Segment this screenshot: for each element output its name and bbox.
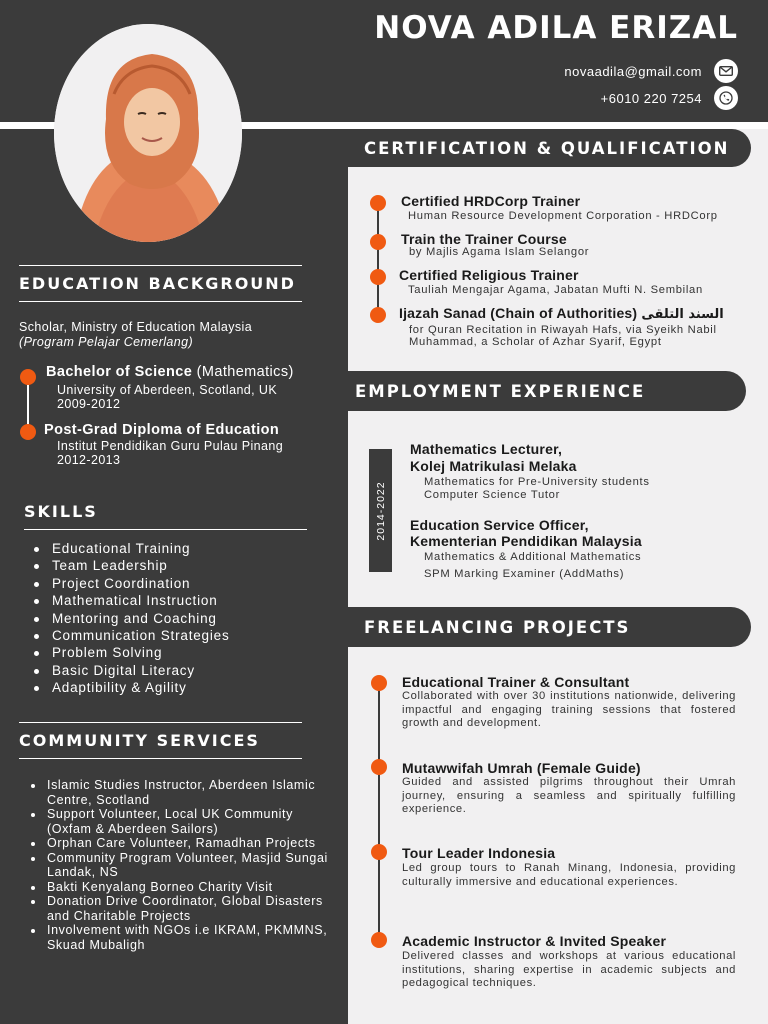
profile-photo bbox=[54, 24, 242, 242]
community-item: Donation Drive Coordinator, Global Disasters and Charitable Projects bbox=[30, 894, 330, 923]
project4-title: Academic Instructor & Invited Speaker bbox=[402, 933, 667, 949]
phone-contact[interactable] bbox=[601, 86, 738, 110]
skills-list bbox=[34, 540, 230, 697]
job1-title-1: Mathematics Lecturer, bbox=[410, 441, 563, 457]
project1-desc: Collaborated with over 30 institutions nationwide, delivering impactful and engaging training sessions that fostered growth and development. bbox=[402, 690, 736, 730]
skill-item: Mentoring and Coaching bbox=[34, 610, 230, 627]
degree1-title: Bachelor of Science bbox=[46, 364, 193, 380]
cert2-sub: by Majlis Agama Islam Selangor bbox=[409, 246, 590, 258]
community-heading: COMMUNITY SERVICES bbox=[19, 722, 302, 759]
cert1-sub: Human Resource Development Corporation - HRDCorp bbox=[408, 210, 718, 222]
skill-item: Basic Digital Literacy bbox=[34, 662, 230, 679]
job2-title-1: Education Service Officer, bbox=[410, 517, 589, 533]
community-item: Bakti Kenyalang Borneo Charity Visit bbox=[30, 880, 330, 895]
degree1-field: (Mathematics) bbox=[196, 364, 294, 380]
timeline-dot bbox=[370, 269, 386, 285]
timeline-dot bbox=[20, 424, 36, 440]
timeline-dot bbox=[370, 234, 386, 250]
timeline-dot bbox=[371, 844, 387, 860]
timeline-dot bbox=[371, 932, 387, 948]
project4-desc: Delivered classes and workshops at various educational institutions, sharing expertise in academic subjects and pedagogical techniques. bbox=[402, 950, 736, 990]
community-list bbox=[30, 778, 330, 952]
certification-timeline-line bbox=[377, 205, 379, 316]
job1-desc-1: Mathematics for Pre-University students bbox=[424, 476, 650, 488]
community-item: Community Program Volunteer, Masjid Sungai Landak, NS bbox=[30, 851, 330, 880]
community-item: Support Volunteer, Local UK Community (Oxfam & Aberdeen Sailors) bbox=[30, 807, 330, 836]
degree2-title: Post-Grad Diploma of Education bbox=[44, 422, 280, 438]
community-item: Islamic Studies Instructor, Aberdeen Islamic Centre, Scotland bbox=[30, 778, 330, 807]
job2-title-2: Kementerian Pendidikan Malaysia bbox=[410, 533, 642, 549]
job1-desc-2: Computer Science Tutor bbox=[424, 489, 561, 501]
email-contact[interactable] bbox=[564, 59, 738, 83]
cert3-sub: Tauliah Mengajar Agama, Jabatan Mufti N. Sembilan bbox=[408, 284, 703, 296]
cert3-title: Certified Religious Trainer bbox=[399, 267, 579, 283]
community-item: Orphan Care Volunteer, Ramadhan Projects bbox=[30, 836, 330, 851]
timeline-dot bbox=[371, 675, 387, 691]
timeline-dot bbox=[370, 195, 386, 211]
freelancing-heading: FREELANCING PROJECTS bbox=[348, 607, 751, 647]
education-heading: EDUCATION BACKGROUND bbox=[19, 265, 302, 302]
scholar-program: (Program Pelajar Cemerlang) bbox=[19, 335, 194, 349]
skill-item: Problem Solving bbox=[34, 644, 230, 661]
project2-desc: Guided and assisted pilgrims throughout their Umrah journey, ensuring a seamless and spiritually fulfilling experience. bbox=[402, 776, 736, 816]
certification-heading: CERTIFICATION & QUALIFICATION bbox=[348, 129, 751, 167]
envelope-icon bbox=[714, 59, 738, 83]
cert2-title: Train the Trainer Course bbox=[401, 231, 567, 247]
degree1-years: 2009-2012 bbox=[57, 397, 121, 411]
skill-item: Adaptibility & Agility bbox=[34, 679, 230, 696]
cert4-title-text: Ijazah Sanad (Chain of Authorities) bbox=[399, 305, 638, 321]
freelancing-timeline-line bbox=[378, 685, 380, 940]
skill-item: Communication Strategies bbox=[34, 627, 230, 644]
skill-item: Project Coordination bbox=[34, 575, 230, 592]
cert4-sub2: Muhammad, a Scholar of Azhar Syarif, Egypt bbox=[409, 336, 662, 348]
degree1-heading bbox=[46, 363, 294, 381]
community-item: Involvement with NGOs i.e IKRAM, PKMMNS, Skuad Mubaligh bbox=[30, 923, 330, 952]
degree2-years: 2012-2013 bbox=[57, 453, 121, 467]
job2-desc-1: Mathematics & Additional Mathematics bbox=[424, 551, 642, 563]
candidate-name: NOVA ADILA ERIZAL bbox=[374, 10, 738, 46]
project2-title: Mutawwifah Umrah (Female Guide) bbox=[402, 760, 641, 776]
cert4-sub1: for Quran Recitation in Riwayah Hafs, via Syeikh Nabil bbox=[409, 324, 717, 336]
skill-item: Team Leadership bbox=[34, 557, 230, 574]
job1-title-2: Kolej Matrikulasi Melaka bbox=[410, 458, 577, 474]
cert4-arabic: السند التلقى bbox=[641, 307, 724, 322]
skill-item: Mathematical Instruction bbox=[34, 592, 230, 609]
project3-desc: Led group tours to Ranah Minang, Indonesia, providing culturally immersive and educational experiences. bbox=[402, 862, 736, 888]
timeline-dot bbox=[20, 369, 36, 385]
scholar-line: Scholar, Ministry of Education Malaysia bbox=[19, 320, 253, 334]
project3-title: Tour Leader Indonesia bbox=[402, 845, 556, 861]
cert4-title bbox=[399, 305, 724, 322]
timeline-dot bbox=[371, 759, 387, 775]
job2-desc-2: SPM Marking Examiner (AddMaths) bbox=[424, 568, 625, 580]
employment-years: 2014-2022 bbox=[369, 449, 392, 572]
phone-icon bbox=[714, 86, 738, 110]
skill-item: Educational Training bbox=[34, 540, 230, 557]
degree2-school: Institut Pendidikan Guru Pulau Pinang bbox=[57, 439, 284, 453]
timeline-dot bbox=[370, 307, 386, 323]
email-text[interactable]: novaadila@gmail.com bbox=[564, 63, 702, 79]
degree1-school: University of Aberdeen, Scotland, UK bbox=[57, 383, 278, 397]
phone-text[interactable]: +6010 220 7254 bbox=[600, 90, 702, 106]
project1-title: Educational Trainer & Consultant bbox=[402, 674, 630, 690]
skills-heading: SKILLS bbox=[24, 493, 307, 530]
cert1-title: Certified HRDCorp Trainer bbox=[401, 193, 581, 209]
employment-heading: EMPLOYMENT EXPERIENCE bbox=[348, 371, 746, 411]
